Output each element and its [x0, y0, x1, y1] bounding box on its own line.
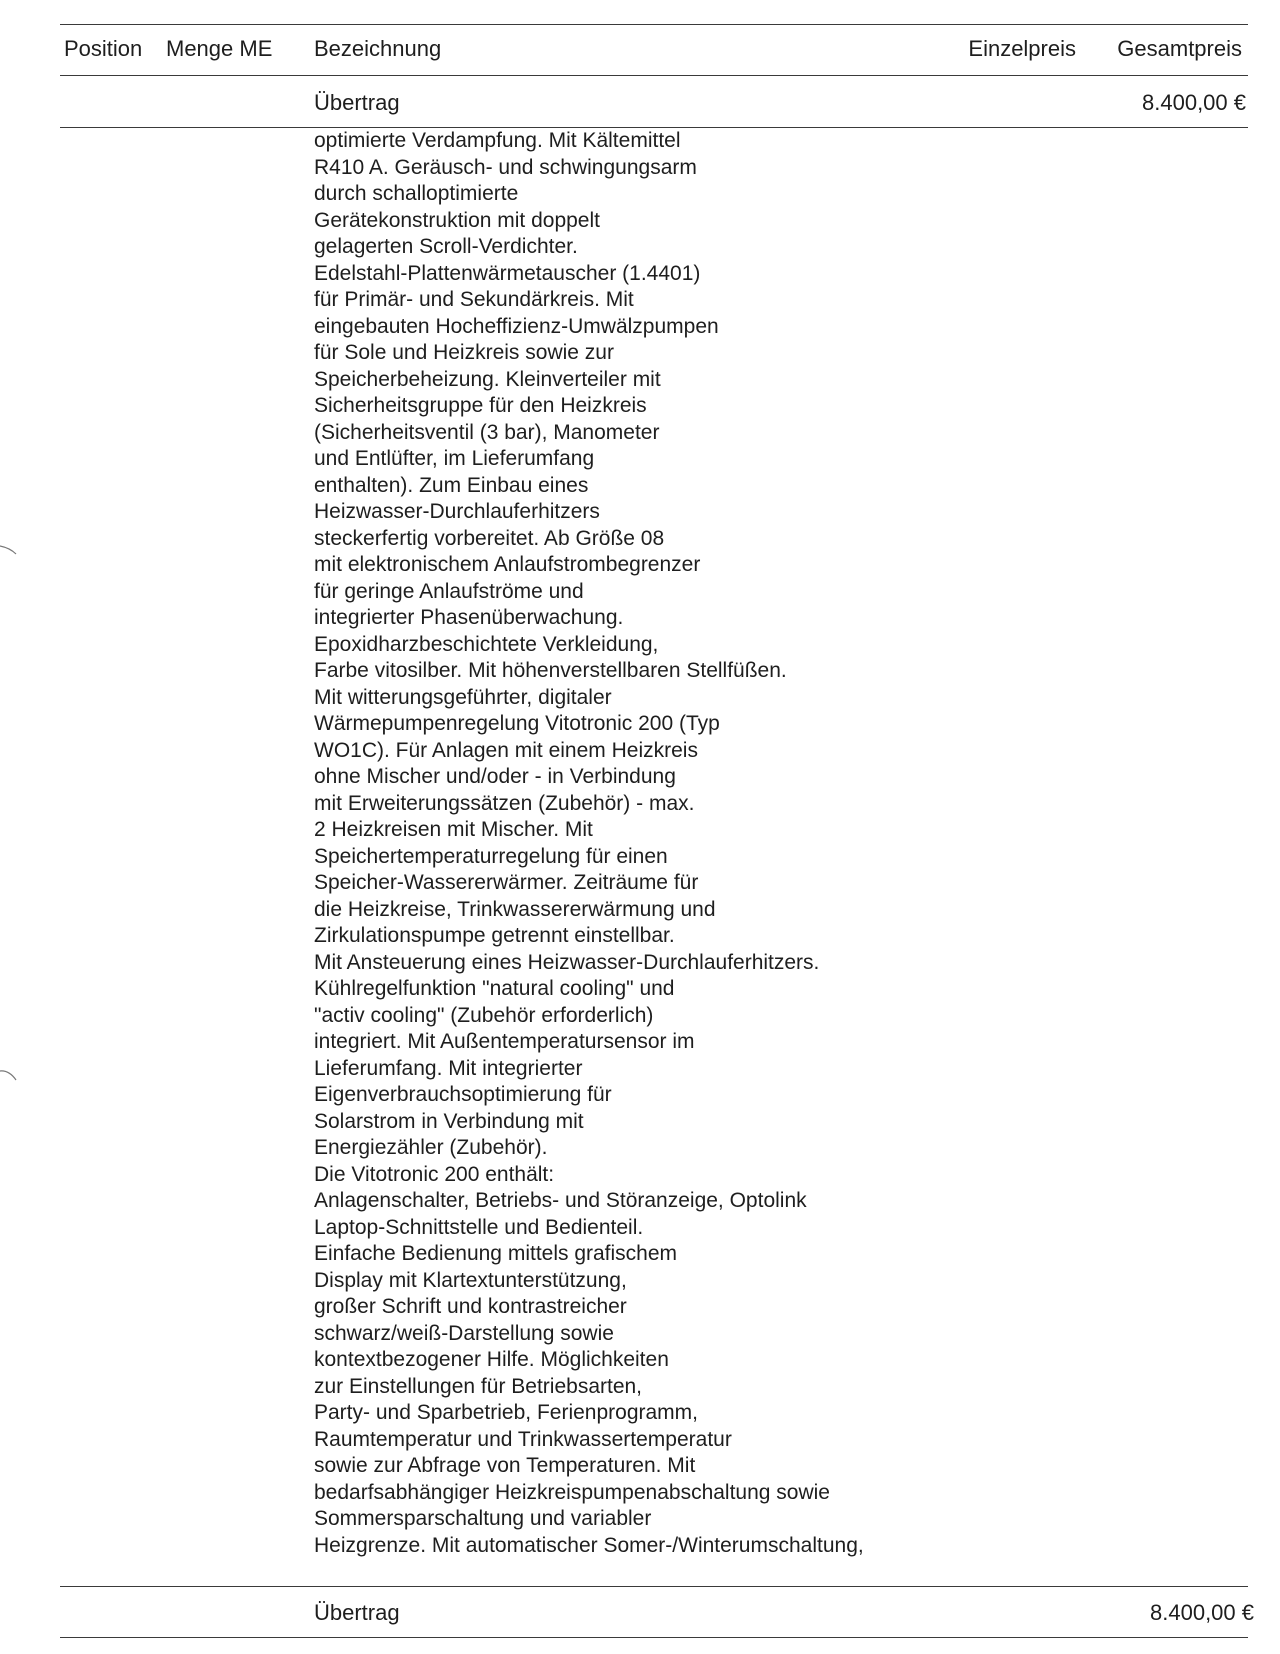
description-line: WO1C). Für Anlagen mit einem Heizkreis	[314, 738, 698, 762]
description-line: Solarstrom in Verbindung mit	[314, 1109, 584, 1133]
description-line: Lieferumfang. Mit integrierter	[314, 1056, 583, 1080]
description-line: Kühlregelfunktion "natural cooling" und	[314, 977, 675, 1000]
description-line: Heizgrenze. Mit automatischer Somer-/Winterumschaltung,	[314, 1533, 864, 1557]
description-line: großer Schrift und kontrastreicher	[314, 1295, 627, 1318]
description-line: Edelstahl-Plattenwärmetauscher (1.4401)	[314, 261, 701, 285]
description-line: kontextbezogener Hilfe. Möglichkeiten	[314, 1348, 669, 1371]
description-line: Party- und Sparbetrieb, Ferienprogramm,	[314, 1401, 698, 1424]
description-line: mit elektronischem Anlaufstrombegrenzer	[314, 553, 701, 576]
description-line: Anlagenschalter, Betriebs- und Störanzeige, Optolink	[314, 1189, 807, 1212]
description-line: integrierter Phasenüberwachung.	[314, 606, 624, 629]
header-position: Position	[64, 36, 143, 61]
header-gesamtpreis: Gesamtpreis	[1117, 36, 1242, 61]
description-line: 2 Heizkreisen mit Mischer. Mit	[314, 818, 593, 841]
description-line: bedarfsabhängiger Heizkreispumpenabschaltung sowie	[314, 1480, 830, 1504]
description-line: Eigenverbrauchsoptimierung für	[314, 1083, 612, 1106]
description-line: Heizwasser-Durchlauferhitzers	[314, 500, 600, 523]
scan-mark	[0, 544, 18, 558]
description-line: Einfache Bedienung mittels grafischem	[314, 1242, 678, 1265]
description-line: Gerätekonstruktion mit doppelt	[314, 208, 600, 232]
description-line: zur Einstellungen für Betriebsarten,	[314, 1374, 643, 1398]
description-line: durch schalloptimierte	[314, 182, 519, 205]
header-bottom-rule	[60, 75, 1248, 76]
table-top-rule	[60, 24, 1248, 25]
description-line: Energiezähler (Zubehör).	[314, 1136, 548, 1159]
header-menge-me: Menge ME	[166, 36, 273, 61]
description-line: integriert. Mit Außentemperatursensor im	[314, 1030, 695, 1053]
description-line: schwarz/weiß-Darstellung sowie	[314, 1321, 614, 1345]
description-line: R410 A. Geräusch- und schwingungsarm	[314, 155, 697, 179]
description-line: gelagerten Scroll-Verdichter.	[314, 235, 578, 258]
description-line: Speicherbeheizung. Kleinverteiler mit	[314, 367, 661, 391]
description-line: Raumtemperatur und Trinkwassertemperatur	[314, 1427, 732, 1451]
description-line: Display mit Klartextunterstützung,	[314, 1268, 627, 1292]
description-line: eingebauten Hocheffizienz-Umwälzpumpen	[314, 314, 719, 338]
carry-out-top-rule	[60, 1586, 1248, 1587]
description-line: "activ cooling" (Zubehör erforderlich)	[314, 1003, 654, 1027]
description-line: für geringe Anlaufströme und	[314, 579, 584, 603]
description-line: Sicherheitsgruppe für den Heizkreis	[314, 394, 647, 417]
description-line: (Sicherheitsventil (3 bar), Manometer	[314, 420, 660, 444]
description-line: die Heizkreise, Trinkwassererwärmung und	[314, 897, 716, 921]
header-einzelpreis: Einzelpreis	[968, 36, 1076, 61]
description-line: Die Vitotronic 200 enthält:	[314, 1162, 555, 1186]
description-line: Mit witterungsgeführter, digitaler	[314, 685, 612, 709]
description-line: steckerfertig vorbereitet. Ab Größe 08	[314, 526, 665, 550]
description-line: ohne Mischer und/oder - in Verbindung	[314, 765, 676, 788]
description-line: Laptop-Schnittstelle und Bedienteil.	[314, 1215, 644, 1239]
description-line: und Entlüfter, im Lieferumfang	[314, 447, 595, 470]
description-line: Sommersparschaltung und variabler	[314, 1507, 652, 1530]
description-line: Speichertemperaturregelung für einen	[314, 844, 668, 868]
carry-out-amount: 8.400,00 €	[1150, 1600, 1254, 1625]
item-description	[314, 128, 1214, 1559]
description-line: für Primär- und Sekundärkreis. Mit	[314, 288, 634, 311]
header-bezeichnung: Bezeichnung	[314, 36, 442, 61]
description-line: sowie zur Abfrage von Temperaturen. Mit	[314, 1454, 696, 1477]
description-line: Epoxidharzbeschichtete Verkleidung,	[314, 632, 659, 656]
carry-in-amount: 8.400,00 €	[1142, 90, 1246, 115]
carry-in-label: Übertrag	[314, 90, 400, 115]
description-line: Speicher-Wassererwärmer. Zeiträume für	[314, 871, 699, 894]
carry-out-bottom-rule	[60, 1637, 1248, 1638]
description-line: Zirkulationspumpe getrennt einstellbar.	[314, 924, 675, 947]
scan-mark	[0, 1068, 18, 1082]
description-line: mit Erweiterungssätzen (Zubehör) - max.	[314, 791, 695, 815]
description-line: Wärmepumpenregelung Vitotronic 200 (Typ	[314, 712, 720, 735]
description-line: Farbe vitosilber. Mit höhenverstellbaren Stellfüßen.	[314, 659, 787, 682]
description-line: enthalten). Zum Einbau eines	[314, 473, 589, 497]
description-line: optimierte Verdampfung. Mit Kältemittel	[314, 129, 681, 152]
description-line: Mit Ansteuerung eines Heizwasser-Durchlauferhitzers.	[314, 950, 820, 974]
carry-out-label: Übertrag	[314, 1600, 400, 1625]
description-line: für Sole und Heizkreis sowie zur	[314, 341, 614, 364]
